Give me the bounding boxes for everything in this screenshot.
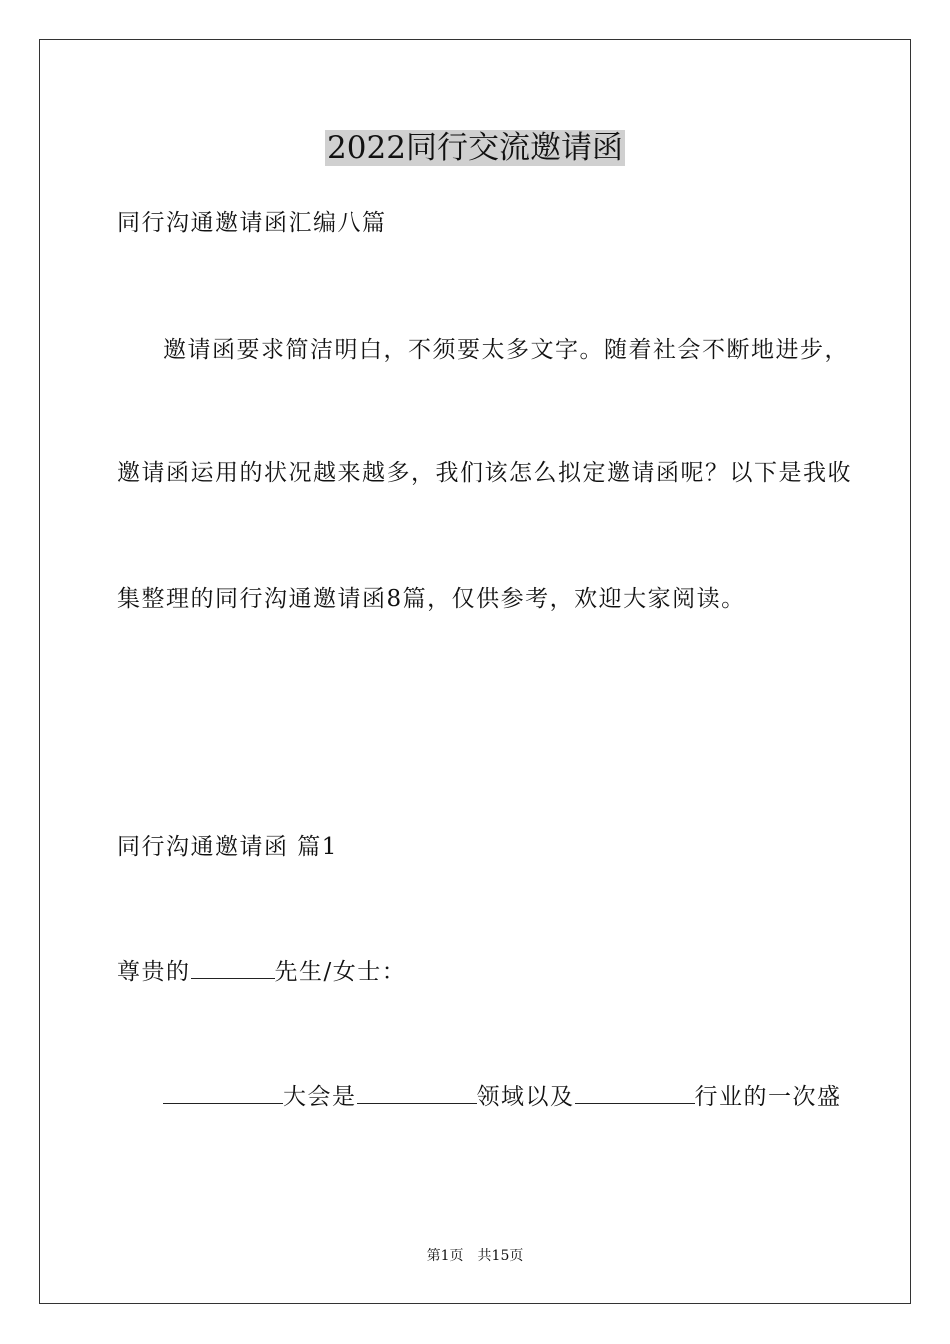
salutation-line <box>117 956 406 987</box>
document-subtitle: 同行沟通邀请函汇编八篇 <box>117 210 387 236</box>
body-line-1 <box>163 1081 842 1112</box>
intro-paragraph-line-2: 邀请函运用的状况越来越多，我们该怎么拟定邀请函呢？以下是我收 <box>117 460 852 486</box>
intro-paragraph-line-1: 邀请函要求简洁明白，不须要太多文字。随着社会不断地进步， <box>163 337 849 363</box>
document-title <box>0 128 950 168</box>
name-blank <box>191 956 275 979</box>
event-name-blank <box>163 1081 283 1104</box>
field-blank <box>357 1081 477 1104</box>
section-heading: 同行沟通邀请函 篇1 <box>117 834 338 860</box>
intro-paragraph-line-3: 集整理的同行沟通邀请函8篇，仅供参考，欢迎大家阅读。 <box>117 586 746 612</box>
salutation-suffix: 先生/女士： <box>274 959 407 985</box>
title-text: 2022同行交流邀请函 <box>327 130 623 166</box>
salutation-prefix: 尊贵的 <box>117 959 191 985</box>
page-footer: 第1页 共15页 <box>426 1248 524 1264</box>
body-text-part-1: 大会是 <box>283 1084 357 1110</box>
body-text-part-3: 行业的一次盛 <box>694 1084 842 1110</box>
industry-blank <box>575 1081 695 1104</box>
body-text-part-2: 领域以及 <box>476 1084 575 1110</box>
